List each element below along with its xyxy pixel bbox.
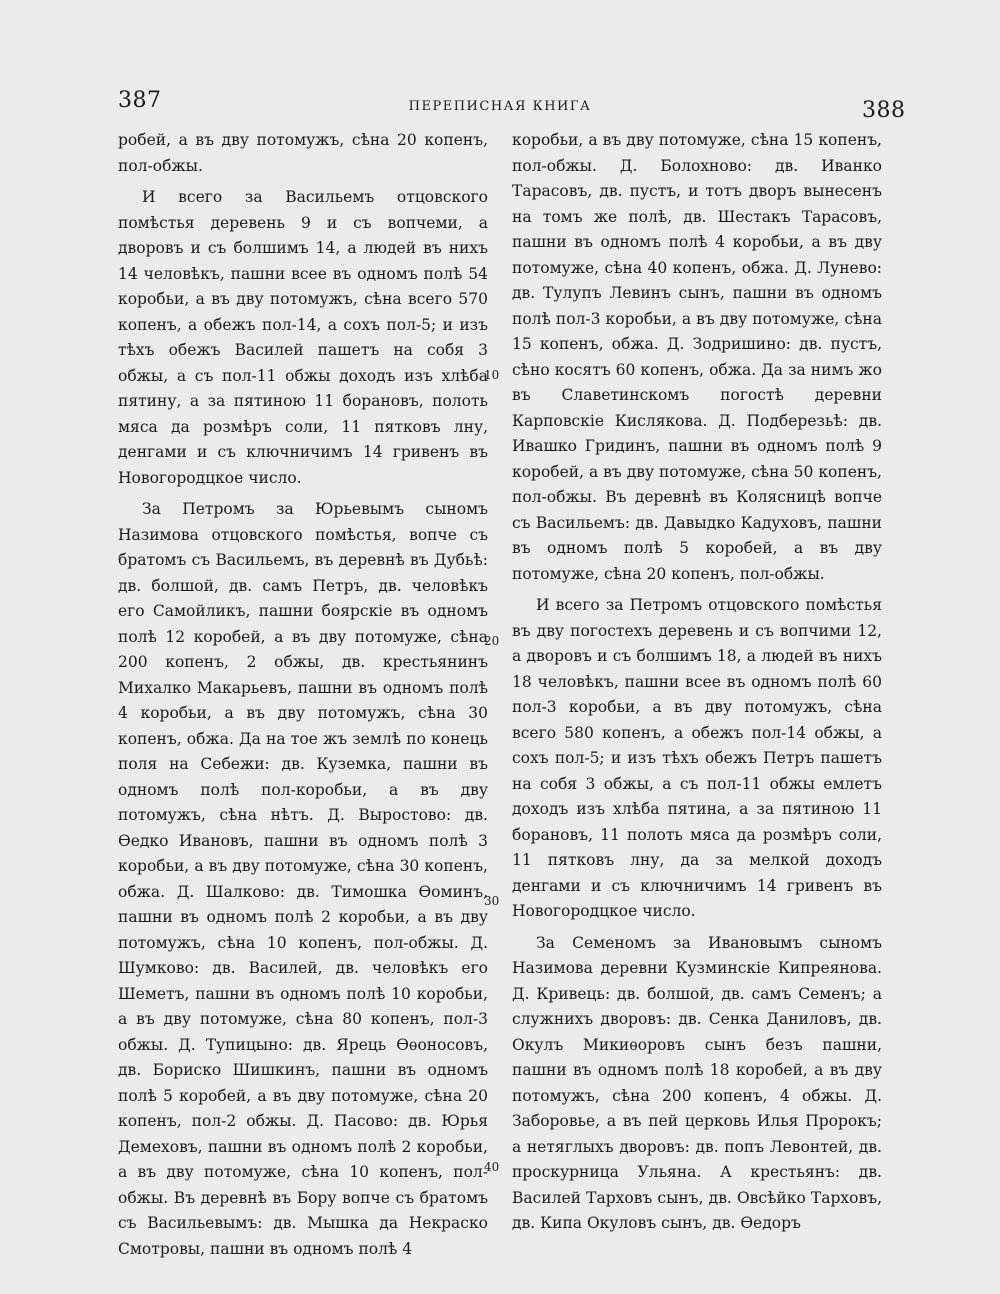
- running-title: ПЕРЕПИСНАЯ КНИГА: [408, 99, 592, 114]
- paragraph: коробьи, а въ дву потомуже, сѣна 15 копенъ, пол-обжы. Д. Болохново: дв. Иванко Тарасовъ, дв. пустъ, и тотъ дворъ вынесенъ на томъ же полѣ, дв. Шестакъ Тарасовъ, пашни въ одномъ полѣ 4 коробьи, а въ дву потомуже, сѣна 40 копенъ, обжа. Д. Лунево: дв. Тулупъ Левинъ сынъ, пашни въ одномъ полѣ пол-3 коробьи, а въ дву потомуже, сѣна 15 копенъ, обжа. Д. Зодришино: дв. пустъ, сѣно косятъ 60 копенъ, обжа. Да за нимъ жо въ Славетинскомъ погостѣ деревни Карповскіе Кислякова. Д. Подберезьѣ: дв. Ивашко Гридинъ, пашни въ одномъ полѣ 9 коробей, а въ дву потомуже, сѣна 50 копенъ, пол-обжы. Въ деревнѣ въ Колясницѣ вопче съ Васильемъ: дв. Давыдко Кадуховъ, пашни въ одномъ полѣ 5 коробей, а въ дву потомуже, сѣна 20 копенъ, пол-обжы.: [512, 131, 882, 583]
- line-number: 40: [484, 1160, 500, 1174]
- paragraph: И всего за Васильемъ отцовского помѣстья деревень 9 и съ вопчеми, а дворовъ и съ болшимъ 14, а людей въ нихъ 14 человѣкъ, пашни всее въ одномъ полѣ 54 коробьи, а въ дву потомужъ, сѣна всего 570 копенъ, а обежъ пол-14, а сохъ пол-5; и изъ тѣхъ обежъ Василей пашетъ на собя 3 обжы, а съ пол-11 обжы доходъ изъ хлѣба пятину, а за пятиною 11 борановъ, полоть мяса да розмѣръ соли, 11 пятковъ лну, денгами и съ ключничимъ 14 гривенъ въ Новогородцкое число.: [118, 188, 488, 487]
- paragraph: робей, а въ дву потомужъ, сѣна 20 копенъ, пол-обжы.: [118, 131, 488, 175]
- paragraph: И всего за Петромъ отцовского помѣстья въ дву погостехъ деревень и съ вопчими 12, а дворовъ и съ болшимъ 18, а людей въ нихъ 18 человѣкъ, пашни всее въ одномъ полѣ 60 пол-3 коробьи, а въ дву потомужъ, сѣна всего 580 копенъ, а обежъ пол-14 обжы, а сохъ пол-5; и изъ тѣхъ обежъ Петръ пашетъ на собя 3 обжы, а съ пол-11 обжы емлетъ доходъ изъ хлѣба пятина, а за пятиною 11 борановъ, 11 полоть мяса да розмѣръ соли, 11 пятковъ лну, да за мелкой доходъ денгами и съ ключничимъ 14 гривенъ въ Новогородцкое число.: [512, 596, 882, 920]
- left-page-number: 387: [118, 88, 162, 113]
- paragraph: За Семеномъ за Ивановымъ сыномъ Назимова деревни Кузминскіе Кипреянова. Д. Кривець: дв. болшой, дв. самъ Семенъ; а служнихъ дворовъ: дв. Сенка Даниловъ, дв. Окулъ Микиѳоровъ сынъ безъ пашни, пашни въ одномъ полѣ 18 коробей, а въ дву потомужъ, сѣна 200 копенъ, 4 обжы. Д. Заборовье, а въ пей церковь Илья Пророкъ; а нетяглыхъ дворовъ: дв. попъ Левонтей, дв. проскурница Ульяна. А крестьянъ: дв. Василей Тарховъ сынъ, дв. Овсѣйко Тарховъ, дв. Кипа Окуловъ сынъ, дв. Ѳедоръ: [512, 933, 882, 1232]
- line-number: 30: [484, 894, 500, 908]
- right-page-number: 388: [862, 98, 906, 123]
- paragraph: За Петромъ за Юрьевымъ сыномъ Назимова отцовского помѣстья, вопче съ братомъ съ Васильемъ, въ деревнѣ въ Дубьѣ: дв. болшой, дв. самъ Петръ, дв. человѣкъ его Самойликъ, пашни боярскіе въ одномъ полѣ 12 коробей, а въ дву потомуже, сѣна 200 копенъ, 2 обжы, дв. крестьянинъ Михалко Макарьевъ, пашни въ одномъ полѣ 4 коробьи, а въ дву потомужъ, сѣна 30 копенъ, обжа. Да на тое жъ землѣ по конець поля на Себежи: дв. Куземка, пашни въ одномъ полѣ пол-коробьи, а въ дву потомужъ, сѣна нѣтъ. Д. Выростово: дв. Ѳедко Ивановъ, пашни въ одномъ полѣ 3 коробьи, а въ дву потомуже, сѣна 30 копенъ, обжа. Д. Шалково: дв. Тимошка Ѳоминъ, пашни въ одномъ полѣ 2 коробьи, а въ дву потомужъ, сѣна 10 копенъ, пол-обжы. Д. Шумково: дв. Василей, дв. человѣкъ его Шеметъ, пашни въ одномъ полѣ 10 коробьи, а въ дву потомуже, сѣна 80 копенъ, пол-3 обжы. Д. Тупицыно: дв. Ярець Ѳѳоносовъ, дв. Бориско Шишкинъ, пашни въ одномъ полѣ 5 коробей, а въ дву потомуже, сѣна 20 копенъ, пол-2 обжы. Д. Пасово: дв. Юрья Демеховъ, пашни въ одномъ полѣ 2 коробьи, а въ дву потомуже, сѣна 10 копенъ, пол-обжы. Въ деревнѣ въ Бору вопче съ братомъ съ Васильевымъ: дв. Мышка да Некраско Смотровы, пашни въ одномъ полѣ 4: [118, 500, 488, 1258]
- left-column: [118, 128, 488, 1268]
- right-column: [512, 128, 882, 1243]
- line-number: 20: [484, 634, 500, 648]
- line-number: 10: [484, 368, 500, 382]
